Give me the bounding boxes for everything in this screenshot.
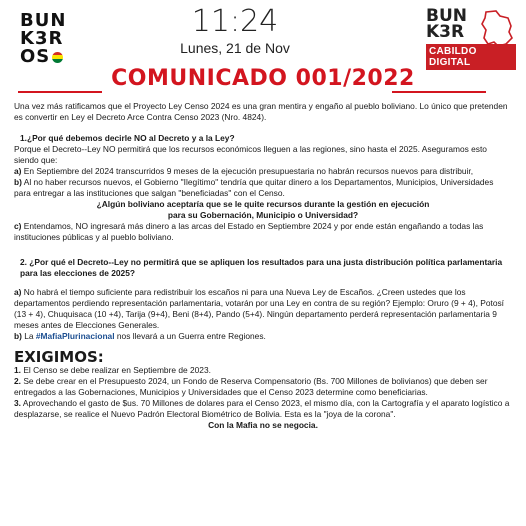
- q1-centered-line-2: para su Gobernación, Municipio o Universidad?: [167, 210, 359, 220]
- page-title: COMUNICADO 001/2022: [111, 66, 415, 91]
- document-body: [14, 101, 512, 431]
- exigimos-heading: EXIGIMOS:: [14, 348, 104, 366]
- logo-right-line-2: K3R: [426, 22, 465, 42]
- exigimos-item-3: 3. Aprovechando el gasto de $us. 70 Millones de dolares para el Censo 2023, el mismo día, con la Cartografía y el aparato logístico a desplazarse, se realice el Nuevo Padrón Electoral Biométrico de Bolivia. Esta es la "joya de la corona".: [14, 398, 510, 419]
- bunk3r-cabildo-logo: [426, 8, 516, 70]
- q2-item-a: a) No habrá el tiempo suficiente para redistribuir los escaños ni para una Nueva Ley de Escaños. ¿Creen ustedes que los departamentos perdiendo representación parlamentaria, votarán por una Ley en contra de su región? Ejemplo: Oruro (9 + 4), Potosí (13 + 4), Chuquisaca (10 +4), Tarija (9+4), Beni (8+4), Pando (5+4). Ningún departamento perderá representación parlamentaria 9 meses antes de Elecciones Generales.: [14, 287, 504, 330]
- logo-left-line-1: BUN: [20, 10, 67, 31]
- exigimos-item-2: 2. Se debe crear en el Presupuesto 2024, un Fondo de Reserva Compensatorio (Bs. 700 Millones de bolivianos) que deben ser entregados a las Gobernaciones, Municipios y Universidades que el Censo 2023 determine como beneficiarias.: [14, 376, 504, 397]
- q1-item-b: b) Al no haber recursos nuevos, el Gobierno "Ilegítimo" tendría que quitar dinero a los Departamentos, Municipios, Universidades para entregar a las instituciones que salgan "beneficiadas" con el Censo.: [14, 177, 494, 198]
- exigimos-item-1: 1. El Censo se debe realizar en Septiembre de 2023.: [14, 365, 211, 375]
- clock-date: Lunes, 21 de Nov: [180, 40, 290, 56]
- q2-item-b: b) La #MafiaPlurinacional nos llevará a un Guerra entre Regiones.: [14, 331, 266, 341]
- q1-text: Porque el Decreto--Ley NO permitirá que los recursos económicos lleguen a las regiones, sino hasta el 2025. Aseguramos esto siendo que:: [14, 144, 487, 165]
- logo-left-line-3: OS: [20, 46, 51, 67]
- q1-item-c: c) Entendamos, NO ingresará más dinero a las arcas del Estado en Septiembre 2024 y por ende están engañando a todas las instituciones públicas y al pueblo boliviano.: [14, 221, 484, 242]
- intro-paragraph: Una vez más ratificamos que el Proyecto Ley Censo 2024 es una gran mentira y engaño al pueblo boliviano. Lo único que pretenden es convertir en Ley el Decreto Arce Contra Censo 2023 (Nro. 4824).: [14, 101, 508, 122]
- logo-right-line-1: BUN: [426, 6, 467, 26]
- title-rule-right: [392, 91, 486, 93]
- closing-statement: Con la Mafia no se negocia.: [208, 420, 318, 430]
- q1-item-a: a) En Septiembre del 2024 transcurridos 9 meses de la ejecución presupuestaria no habrán recursos nuevos para distribuir,: [14, 166, 474, 176]
- clock-time: 11:24: [191, 4, 279, 39]
- cabildo-digital-badge: CABILDO DIGITAL: [426, 44, 516, 70]
- question-2: 2. ¿Por qué el Decreto--Ley no permitirá que se apliquen los resultados para una justa distribución política parlamentaria para las elecciones de 2025?: [20, 257, 503, 278]
- logo-left-line-2: K3R: [20, 28, 64, 49]
- mafia-plurinacional-hashtag[interactable]: #MafiaPlurinacional: [35, 331, 115, 341]
- question-1: 1.¿Por qué debemos decirle NO al Decreto y a la Ley?: [20, 133, 235, 143]
- q1-centered-line-1: ¿Algún boliviano aceptaría que se le quite recursos durante la gestión en ejecución: [96, 199, 430, 209]
- bolivia-map-icon: [480, 10, 514, 48]
- title-rule-left: [18, 91, 102, 93]
